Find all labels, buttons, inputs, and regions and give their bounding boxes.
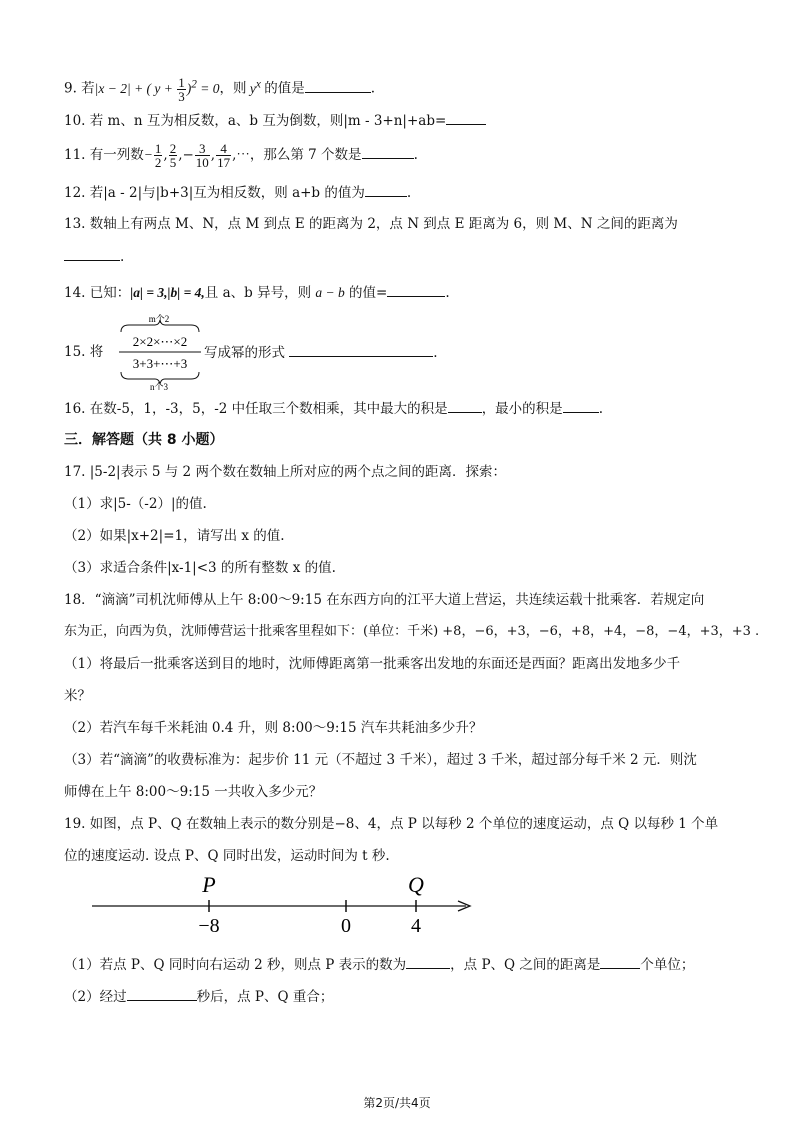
q9-answer-blank[interactable] [305,78,371,93]
q11-fraction-4: $\frac{4}{17}$ [217,141,231,170]
q15-top-label: m个2 [148,314,170,324]
q17-part-3: （3）求适合条件|x-1|<3 的所有整数 x 的值. [64,560,336,576]
question-15: 写成幂的形式 . [204,342,754,363]
q15-prefix: 15. 将 [64,344,104,360]
q15-post: 写成幂的形式 [204,345,285,361]
q9-equation: |x − 2| + ( y + $\frac{1}{3}$ )$^2$ = 0 [94,74,220,104]
q11-fraction-3: $\frac{3}{10}$ [195,141,209,170]
q18-part-2: （2）若汽车每千米耗油 0.4 升，则 8:00～9:15 汽车共耗油多少升？ [64,720,483,736]
q17-part-1: （1）求|5-（-2）|的值. [64,496,207,512]
q19-part-2: （2）经过 秒后，点 P、Q 重合； [64,986,754,1007]
question-10 [64,110,754,131]
q10-answer-blank[interactable] [446,110,486,125]
section-heading: 三．解答题（共 8 小题） [64,432,224,448]
q15-denominator: 3+3+⋯+3 [132,356,188,371]
question-17: 17. |5-2|表示 5 与 2 两个数在数轴上所对应的两个点之间的距离．探索： [64,464,506,480]
q18-part-1: （1）将最后一批乘客送到目的地时，沈师傅距离第一批乘客出发地的东面还是西面？距离出发地多少千 [64,656,681,672]
q15-bottom-label: n个3 [149,382,169,390]
question-16: 16. 在数-5，1，-3，5，-2 中任取三个数相乘，其中最大的积是 ，最小的积是 . [64,398,754,419]
label-p: P [202,872,216,897]
q15-numerator: 2×2×⋯×2 [132,334,188,349]
question-19-line-1: 19. 如图，点 P、Q 在数轴上表示的数分别是−8、4，点 P 以每秒 2 个单位的速度运动，点 Q 以每秒 1 个单 [64,816,719,832]
q9-mid: ，则 [219,80,247,97]
page-footer: 第2页/共4页 [363,1096,431,1110]
q16-answer-blank-2[interactable] [563,398,599,413]
tick-label-0: 0 [341,915,351,937]
q16-answer-blank-1[interactable] [448,398,482,413]
question-12: 12. 若|a - 2|与|b+3|互为相反数，则 a+b 的值为 . [64,182,754,203]
q11-prefix: 11. 有一列数 [64,147,144,163]
q11-fraction-1: $\frac{1}{2}$ [154,141,162,170]
q19-answer-blank-1[interactable] [406,954,450,969]
q14-condition: |a| = 3,|b| = 4, [130,285,205,300]
q13-text: 13. 数轴上有两点 M、N，点 M 到点 E 的距离为 2，点 N 到点 E 距离为 6，则 M、N 之间的距离为 [64,216,678,232]
tick-label-q: 4 [411,915,421,937]
q19-part-1: （1）若点 P、Q 同时向右运动 2 秒，则点 P 表示的数为 ，点 P、Q 之间的距离是 个单位； [64,954,754,975]
question-18-line-1: 18．“滴滴”司机沈师傅从上午 8:00～9:15 在东西方向的江平大道上营运，共连续运载十批乘客．若规定向 [64,592,705,608]
q12-answer-blank[interactable] [365,182,407,197]
q11-answer-blank[interactable] [362,144,414,159]
question-19-line-2: 位的速度运动. 设点 P、Q 同时出发，运动时间为 t 秒. [64,848,390,864]
q12-text: 12. 若|a - 2|与|b+3|互为相反数，则 a+b 的值为 [64,185,365,201]
q15-top-brace [121,320,199,332]
question-14: 14. 已知：|a| = 3,|b| = 4,且 a、b 异号，则 a − b 的值= . [64,282,754,303]
q15-answer-blank[interactable] [289,342,433,357]
q18-part-3: （3）若“滴滴”的收费标准为：起步价 11 元（不超过 3 千米），超过 3 千米，超过部分每千米 2 元．则沈 [64,752,697,768]
q9-post: 的值是 [264,80,305,97]
q14-expression: a − b [315,285,345,300]
q18-part-3-cont: 师傅在上午 8:00～9:15 一共收入多少元？ [64,784,323,800]
q11-post: ，那么第 7 个数是 [249,147,362,163]
q9-prefix: 9. 若 [64,80,95,97]
question-18-line-2: 东为正，向西为负，沈师傅营运十批乘客里程如下：(单位：千米) +8，−6，+3，−6，+8，+4，−8，−4，+3，+3 . [64,624,760,639]
question-11: 11. 有一列数− $\frac{1}{2}$ , $\frac{2}{5}$ ,− $\frac{3}{10}$ , $\frac{4}{17}$ ,⋯，那么第 7 个数是 . [64,141,418,170]
tick-label-p: −8 [198,915,220,937]
label-q: Q [408,872,424,897]
q18-part-1-cont: 米？ [64,688,91,704]
q10-text: 10. 若 m、n 互为相反数，a、b 互为倒数，则|m - 3+n|+ab= [64,113,447,129]
q14-mid: 且 a、b 异号，则 [204,285,312,301]
q15-fraction-figure [117,312,203,390]
question-9: 9. 若|x − 2| + ( y + $\frac{1}{3}$ )$^2$ = 0，则 $y^x$ 的值是 . [64,74,376,104]
q19-answer-blank-2[interactable] [600,954,640,969]
q16-text: 16. 在数-5，1，-3，5，-2 中任取三个数相乘，其中最大的积是 [64,401,448,417]
q11-fraction-2: $\frac{2}{5}$ [169,141,177,170]
q14-post: 的值= [349,285,388,301]
q13-answer-blank[interactable] [64,246,120,261]
q14-prefix: 14. 已知： [64,285,131,301]
q19-answer-blank-3[interactable] [127,986,197,1001]
q17-part-2: （2）如果|x+2|=1，请写出 x 的值. [64,528,285,544]
question-13 [64,214,754,234]
q14-answer-blank[interactable] [387,282,445,297]
question-13-blank-line: . [64,246,754,267]
number-line-figure [88,866,478,940]
